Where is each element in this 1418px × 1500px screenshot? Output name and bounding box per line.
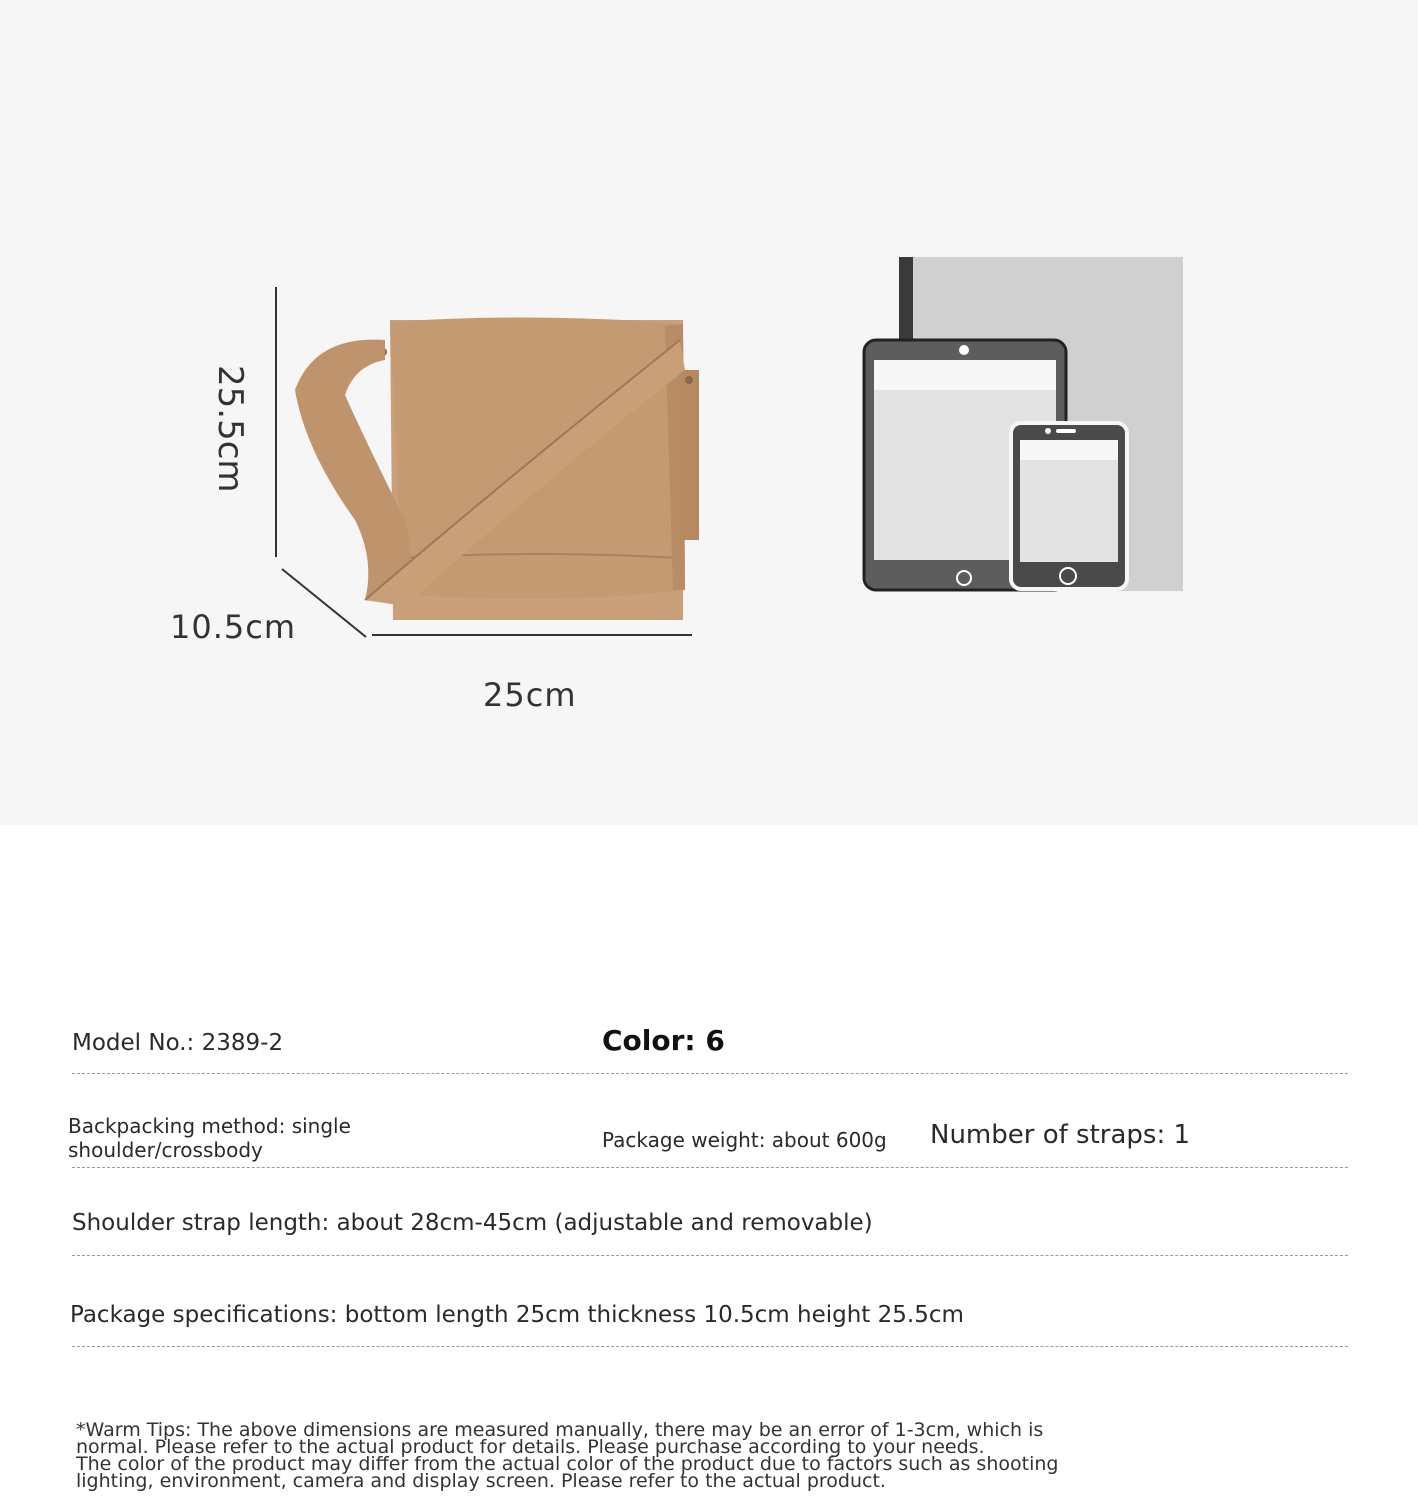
package-specifications: Package specifications: bottom length 25cm thickness 10.5cm height 25.5cm — [70, 1302, 964, 1328]
warm-tips — [76, 1419, 1296, 1492]
width-label: 25cm — [483, 676, 577, 714]
number-of-straps: Number of straps: 1 — [930, 1120, 1191, 1150]
shoulder-strap-length: Shoulder strap length: about 28cm-45cm (adjustable and removable) — [72, 1210, 873, 1236]
divider — [72, 1167, 1348, 1168]
package-weight: Package weight: about 600g — [602, 1128, 887, 1152]
tips-line-4: lighting, environment, camera and display screen. Please refer to the actual product. — [76, 1470, 886, 1492]
tips-line-2: normal. Please refer to the actual product for details. Please purchase according to your needs. — [76, 1436, 985, 1458]
width-dimension-line — [370, 630, 700, 640]
divider — [72, 1255, 1348, 1256]
backpacking-method-line1: Backpacking method: single — [68, 1114, 351, 1138]
color-value: Color: 6 — [602, 1024, 725, 1057]
tips-line-1: *Warm Tips: The above dimensions are measured manually, there may be an error of 1-3cm, which is — [76, 1419, 1044, 1441]
phone-icon — [1008, 420, 1130, 592]
divider — [72, 1073, 1348, 1074]
height-label: 25.5cm — [210, 365, 250, 493]
bag-illustration — [285, 310, 705, 620]
model-number: Model No.: 2389-2 — [72, 1030, 284, 1056]
thickness-label: 10.5cm — [170, 608, 297, 646]
tips-line-3: The color of the product may differ from the actual color of the product due to factors such as shooting — [76, 1453, 1059, 1475]
divider — [72, 1346, 1348, 1347]
height-dimension-line — [270, 285, 282, 565]
backpacking-method-line2: shoulder/crossbody — [68, 1138, 263, 1162]
